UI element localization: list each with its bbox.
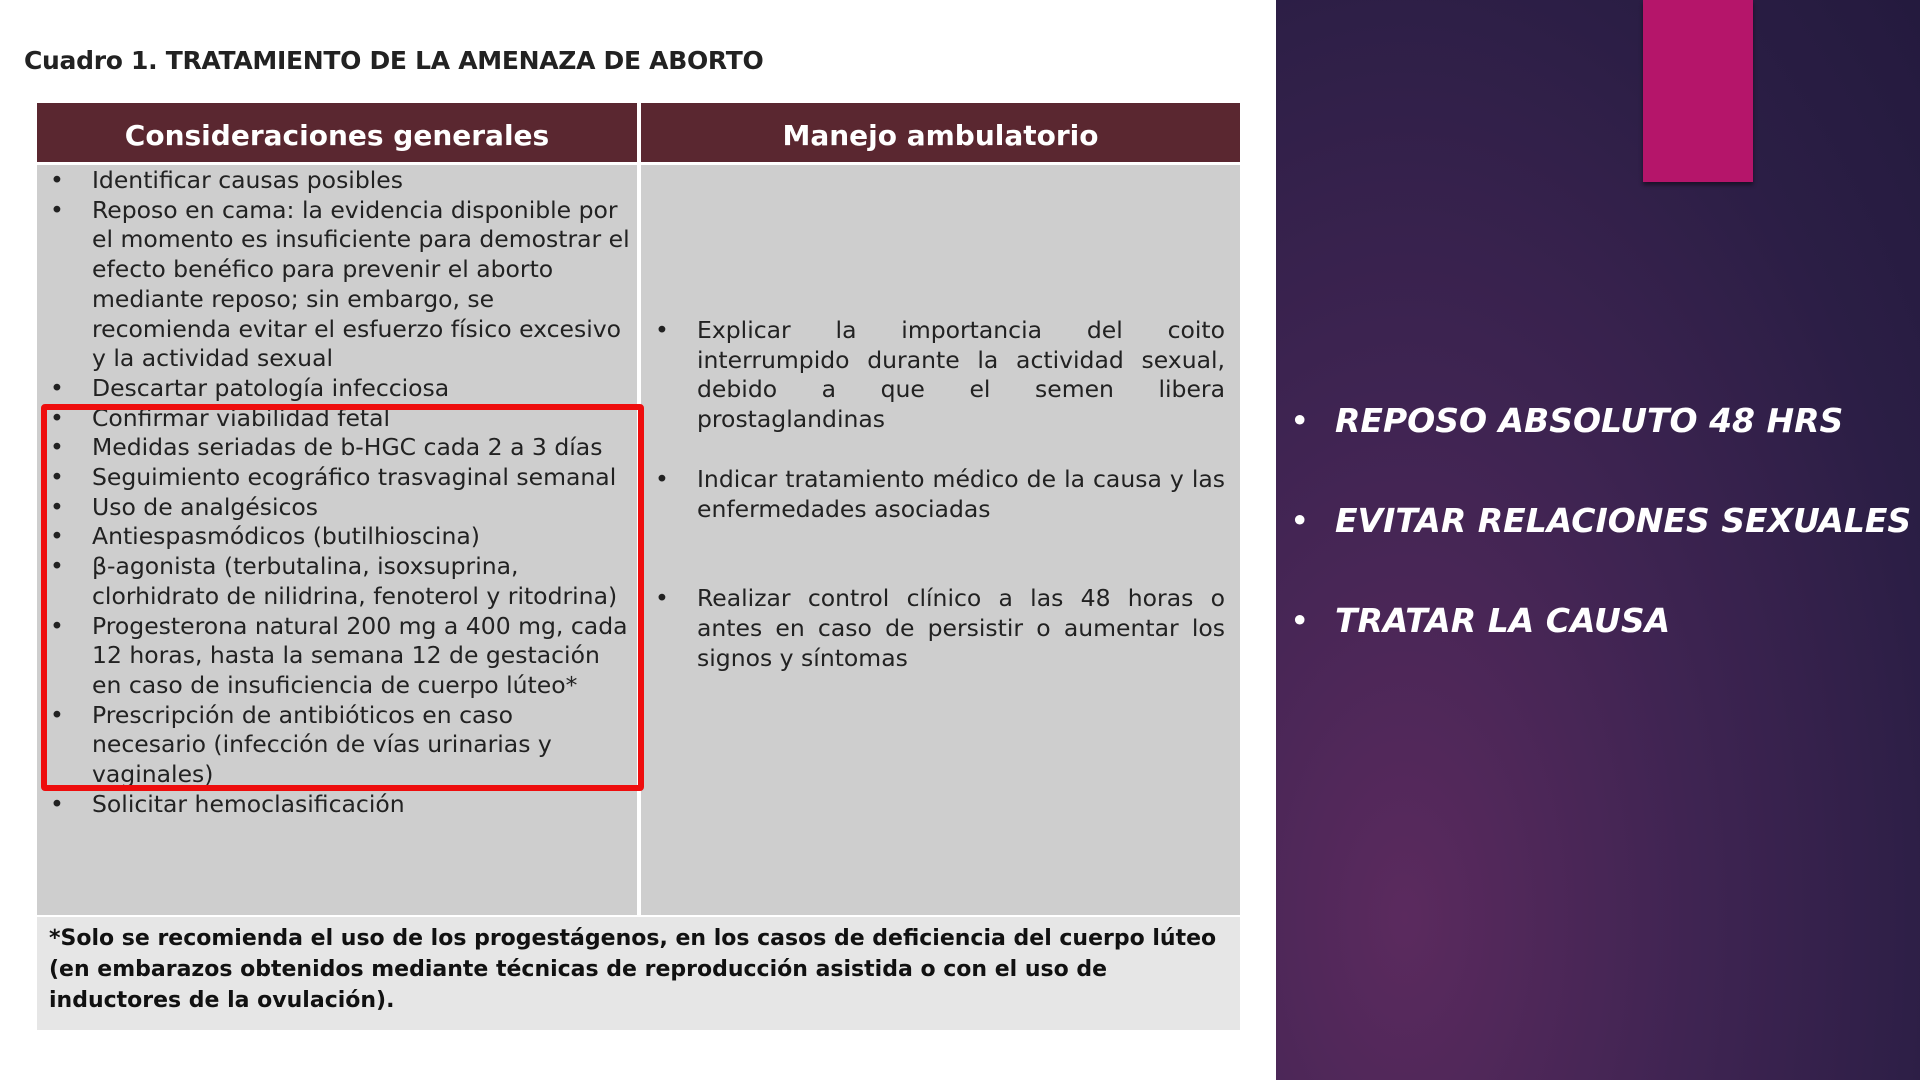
list-item: • Confirmar viabilidad fetal	[50, 403, 391, 432]
accent-bar	[1643, 0, 1753, 182]
summary-item: • REPOSO ABSOLUTO 48 HRS	[1290, 401, 1844, 440]
list-item: • Solicitar hemoclasificación	[50, 789, 405, 818]
summary-item: • EVITAR RELACIONES SEXUALES	[1290, 501, 1912, 540]
list-item: • Descartar patología infecciosa	[50, 373, 450, 402]
bullet-icon: •	[655, 464, 669, 493]
table-footnote: *Solo se recomienda el uso de los progestágenos, en los casos de deficiencia del cuerpo lúteo (en embarazos obtenidos mediante técnicas de reproducción asistida o con el uso de inductores de la ovulación).	[49, 926, 1217, 1013]
summary-item: • TRATAR LA CAUSA	[1290, 601, 1671, 640]
bullet-icon: •	[50, 433, 64, 462]
bullet-icon: •	[50, 195, 64, 224]
bullet-icon: •	[50, 403, 64, 432]
list-item: • Indicar tratamiento médico de la causa y las enfermedades asociadas	[655, 464, 1225, 523]
general-considerations-list	[50, 166, 632, 819]
list-item: • Realizar control clínico a las 48 horas o antes en caso de persistir o aumentar los signos y síntomas	[655, 584, 1225, 672]
bullet-icon: •	[50, 492, 64, 521]
bullet-icon: •	[1290, 401, 1310, 440]
list-item: • Identificar causas posibles	[50, 166, 403, 194]
list-item: • β-agonista (terbutalina, isoxsuprina, clorhidrato de nilidrina, fenoterol y ritodrina)	[50, 552, 618, 610]
ambulatory-management-list	[655, 316, 1225, 703]
bullet-icon: •	[50, 789, 64, 818]
bullet-icon: •	[50, 463, 64, 492]
bullet-icon: •	[50, 611, 64, 640]
table-title: Cuadro 1. TRATAMIENTO DE LA AMENAZA DE ABORTO	[24, 46, 764, 75]
bullet-icon: •	[50, 166, 64, 194]
list-item: • Uso de analgésicos	[50, 492, 319, 521]
bullet-icon: •	[655, 316, 669, 344]
bullet-icon: •	[50, 373, 64, 402]
bullet-icon: •	[50, 522, 64, 551]
list-item: • Prescripción de antibióticos en caso necesario (infección de vías urinarias y vaginales)	[50, 700, 552, 789]
list-item: • Reposo en cama: la evidencia disponible por el momento es insuficiente para demostrar el efecto benéfico para prevenir el aborto mediante reposo; sin embargo, se recomienda evitar el esfuerzo físico excesivo y la actividad sexual	[50, 195, 630, 373]
bullet-icon: •	[50, 552, 64, 581]
footnote-cell	[37, 917, 1240, 1030]
bullet-icon: •	[1290, 501, 1310, 540]
list-item: • Medidas seriadas de b-HGC cada 2 a 3 días	[50, 433, 603, 462]
list-item: • Antiespasmódicos (butilhioscina)	[50, 522, 480, 551]
list-item: • Explicar la importancia del coito interrumpido durante la actividad sexual, debido a que el semen libera prostaglandinas	[655, 316, 1225, 434]
table-header-row	[37, 103, 1240, 162]
bullet-icon: •	[50, 700, 64, 729]
header-general-considerations: Consideraciones generales	[124, 119, 550, 152]
treatment-table	[37, 103, 1240, 1030]
list-item: • Seguimiento ecográfico trasvaginal semanal	[50, 463, 617, 492]
bullet-icon: •	[1290, 601, 1310, 640]
summary-list	[1290, 400, 1910, 700]
bullet-icon: •	[655, 584, 669, 613]
list-item: • Progesterona natural 200 mg a 400 mg, cada 12 horas, hasta la semana 12 de gestación en caso de insuficiencia de cuerpo lúteo*	[50, 611, 628, 699]
header-ambulatory-management: Manejo ambulatorio	[782, 119, 1099, 152]
